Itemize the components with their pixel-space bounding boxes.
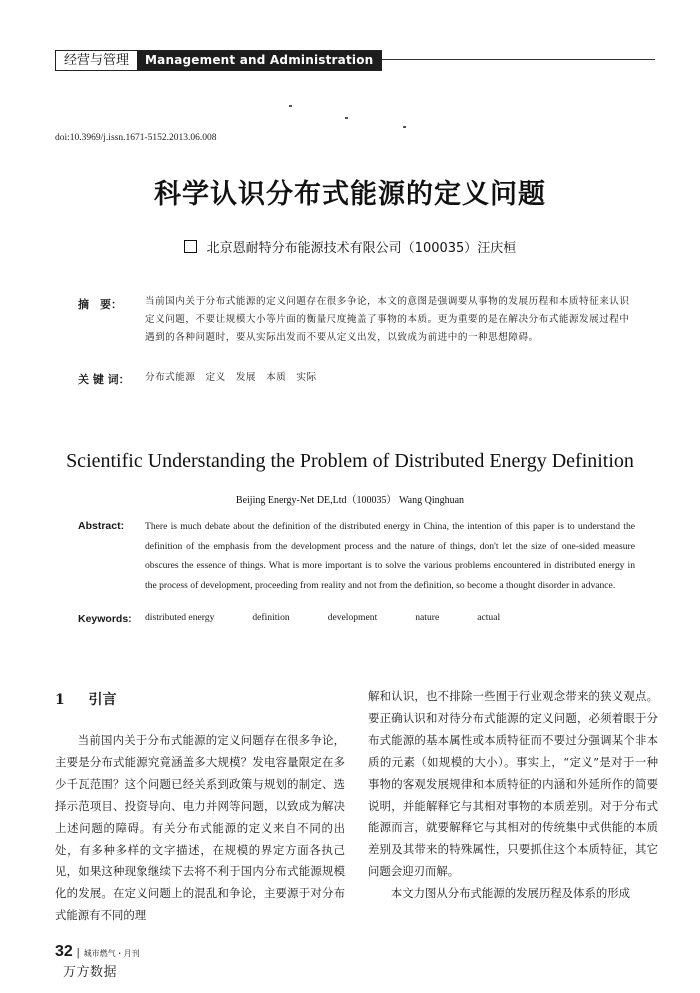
abstract-text-en: There is much debate about the definition of the distributed energy in China, the intention of this paper is to understand the definition of the emphasis from the development process and the nature of things, don't let the size of one-sided measure obscures the essence of things. What is more important is to solve the various problems encountered in distributed energy in the process of development, proceeding from reality and not from the definition, so become a thought disorder in advance. [145, 521, 635, 591]
article-title-cn: 科学认识分布式能源的定义问题 [154, 179, 546, 210]
abstract-text-cn: 当前国内关于分布式能源的定义问题存在很多争论，本文的意图是强调要从事物的发展历程和本质特征来认识定义问题，不要让规模大小等片面的衡量尺度掩盖了事物的本质。更为重要的是在解决分布式能源发展过程中遇到的各种问题时，要从实际出发而不要从定义出发，以致成为前进中的一种思想障碍。 [145, 296, 630, 344]
author-line-cn [0, 237, 700, 256]
scan-dot [345, 117, 348, 119]
section-title: 引言 [88, 692, 117, 708]
abstract-label-cn: 摘 要： [78, 298, 122, 311]
body-paragraph: 解和认识，也不排除一些囿于行业观念带来的狭义观点。要正确认识和对待分布式能源的定义问题，必须着眼于分布式能源的基本属性或本质特征而不要过分强调某个非本质的元素（如规模的大小）。事实上，“定义”是对于一种事物的客观发展规律和本质特征的内涵和外延所作的简要说明，并能解释它与其相对事物的本质差别。对于分布式能源而言，就要解释它与其相对的传统集中式供能的本质差别及其带来的特殊属性，只要抓住这个本质特征，其它问题会迎刃而解。 [368, 689, 658, 879]
journal-name: 城市燃气・月刊 [83, 949, 140, 958]
page-footer [55, 943, 140, 961]
section-name-cn: 经营与管理 [64, 53, 130, 68]
scan-dot [289, 105, 292, 107]
keyword-item: definition [252, 612, 290, 623]
keywords-label-en: Keywords: [78, 613, 132, 625]
section-tag [55, 50, 382, 71]
article-title-en: Scientific Understanding the Problem of Distributed Energy Definition [66, 450, 634, 472]
section-name-en: Management and Administration [137, 51, 381, 70]
keyword-item: actual [477, 612, 501, 623]
author-en: Beijing Energy-Net DE,Ltd（100035） Wang Qinghuan [235, 495, 465, 506]
keyword-item: development [327, 612, 378, 623]
body-paragraph: 本文力图从分布式能源的发展历程及体系的形成 [390, 886, 631, 901]
keyword-item: nature [415, 612, 440, 623]
source-watermark: 万方数据 [63, 965, 118, 980]
section-number: 1 [55, 692, 65, 708]
page-number: 32 [55, 943, 73, 960]
body-paragraph: 当前国内关于分布式能源的定义问题存在很多争论，主要是分布式能源究竟涵盖多大规模？发电容量限定在多少千瓦范围？这个问题已经关系到政策与规划的制定、选择示范项目、投资导向、电力并网等问题，以致成为解决上述问题的障碍。有关分布式能源的定义来自不同的出处，有多种多样的文字描述，在规模的界定方面各执己见，如果这种现象继续下去将不利于国内分布式能源规模化的发展。在定义问题上的混乱和争论，主要源于对分布式能源有不同的理 [55, 733, 345, 923]
scan-dot [403, 126, 406, 128]
body-column-left [55, 730, 345, 927]
abstract-label-en: Abstract: [78, 520, 125, 532]
keywords-text-cn: 分布式能源 定义 发展 本质 实际 [145, 372, 317, 383]
author-cn: 北京恩耐特分布能源技术有限公司（100035）汪庆桓 [206, 241, 517, 256]
keywords-label-cn: 关 键 词： [78, 373, 130, 386]
doi: doi:10.3969/j.issn.1671-5152.2013.06.008 [55, 133, 217, 143]
body-column-right [368, 686, 658, 905]
keyword-item: distributed energy [145, 612, 215, 623]
square-bullet-icon [184, 240, 197, 253]
footer-separator: | [76, 947, 80, 959]
keywords-list-en [145, 612, 538, 623]
section-heading [55, 689, 117, 709]
